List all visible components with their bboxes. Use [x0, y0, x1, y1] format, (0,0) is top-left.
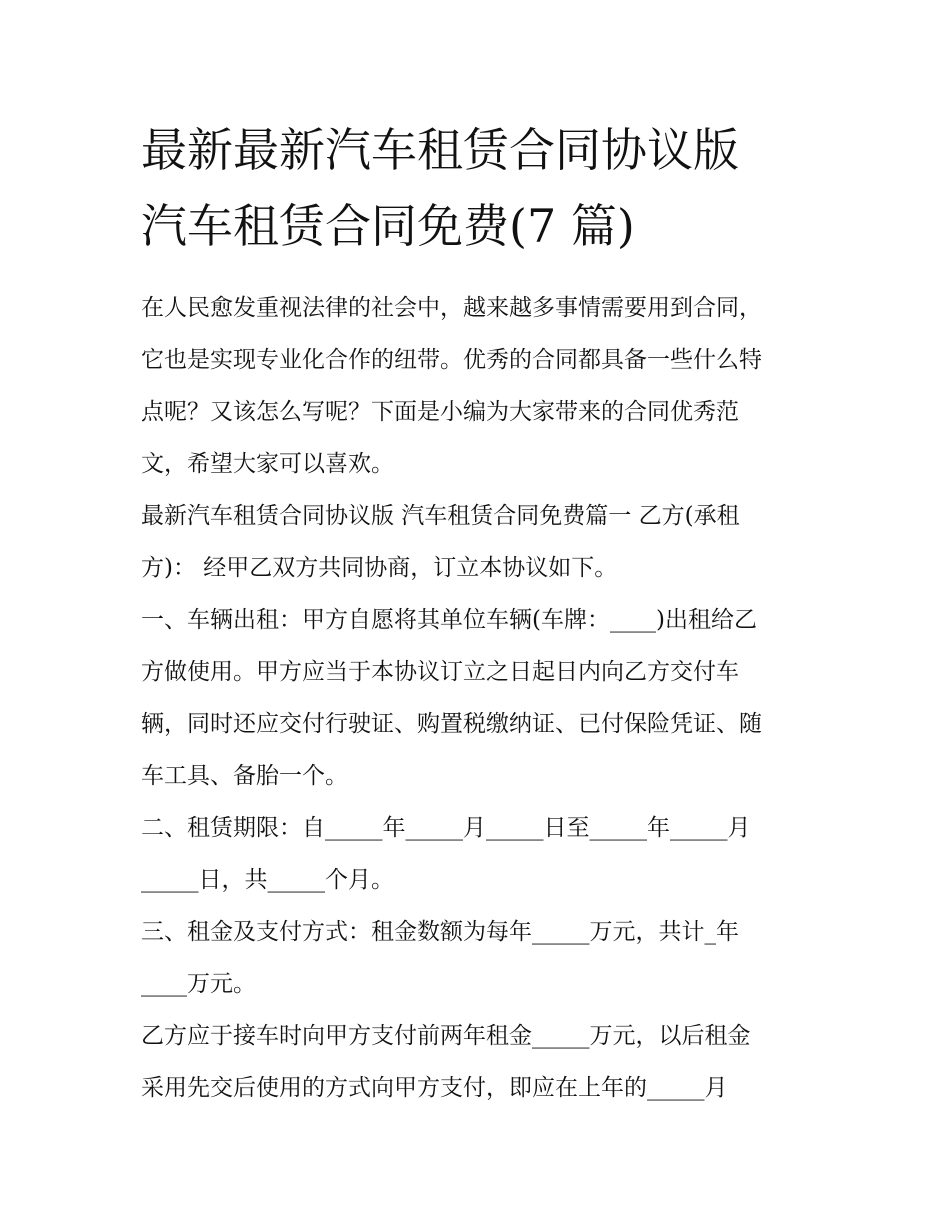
- paragraph-line: 二、租赁期限：自_____年_____月_____日至_____年_____月: [141, 815, 751, 841]
- paragraph-line: 点呢？又该怎么写呢？下面是小编为大家带来的合同优秀范: [141, 399, 739, 425]
- paragraph-line: 辆，同时还应交付行驶证、购置税缴纳证、已付保险凭证、随: [141, 711, 762, 737]
- paragraph-line: 一、车辆出租：甲方自愿将其单位车辆(车牌：____)出租给乙: [141, 607, 757, 633]
- paragraph-line: 方做使用。甲方应当于本协议订立之日起日内向乙方交付车: [141, 659, 739, 685]
- clause-vehicle-rental: [141, 594, 813, 802]
- paragraph-line: 在人民愈发重视法律的社会中，越来越多事情需要用到合同，: [141, 295, 762, 321]
- paragraph-line: _____日，共_____个月。: [141, 867, 394, 893]
- paragraph-line: 最新汽车租赁合同协议版 汽车租赁合同免费篇一 乙方(承租: [141, 503, 740, 529]
- document-title: [141, 112, 813, 264]
- paragraph-line: 它也是实现专业化合作的纽带。优秀的合同都具备一些什么特: [141, 347, 762, 373]
- title-line-1: 最新最新汽车租赁合同协议版: [141, 123, 739, 177]
- section-heading-paragraph: [141, 490, 813, 594]
- paragraph-line: 文，希望大家可以喜欢。: [141, 451, 394, 477]
- paragraph-line: 方)： 经甲乙双方共同协商，订立本协议如下。: [141, 555, 618, 581]
- paragraph-line: 乙方应于接车时向甲方支付前两年租金_____万元，以后租金: [141, 1023, 751, 1049]
- paragraph-line: 三、租金及支付方式：租金数额为每年_____万元，共计_年: [141, 919, 739, 945]
- paragraph-line: 车工具、备胎一个。: [141, 763, 348, 789]
- clause-rent-payment: [141, 906, 813, 1010]
- paragraph-line: ____万元。: [141, 971, 256, 997]
- clause-lease-term: [141, 802, 813, 906]
- clause-payment-schedule: [141, 1010, 813, 1114]
- intro-paragraph: [141, 282, 813, 490]
- title-line-2: 汽车租赁合同免费(7 篇): [141, 199, 635, 253]
- document-body: [141, 112, 813, 1114]
- paragraph-line: 采用先交后使用的方式向甲方支付，即应在上年的_____月: [141, 1075, 728, 1101]
